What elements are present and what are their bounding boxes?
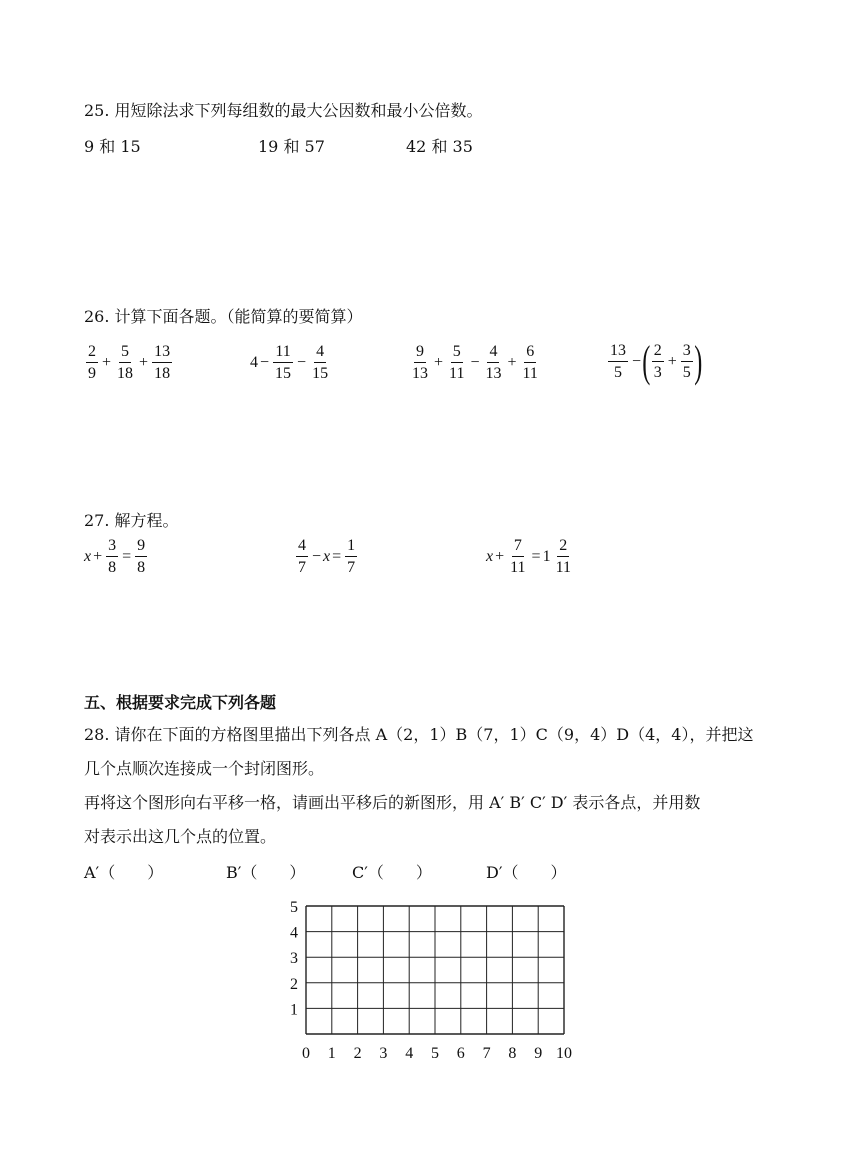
fraction: $\frac{5}{11}$	[449, 343, 465, 382]
q26-expression-4	[606, 337, 703, 386]
y-tick-label: 5	[290, 899, 298, 916]
equals: =	[531, 548, 541, 565]
fraction: $\frac{11}{15}$	[275, 343, 292, 382]
operator: −	[260, 354, 270, 371]
x-tick-label: 5	[431, 1045, 439, 1062]
q28-line-3: 再将这个图形向右平移一格，请画出平移后的新图形，用 A′ B′ C′ D′ 表示各点，并用数	[84, 793, 701, 812]
q26-expression-1	[84, 344, 174, 382]
fraction: $\frac{2}{3}$	[653, 342, 662, 381]
fraction: $\frac{5}{18}$	[117, 343, 134, 382]
grid-lines	[306, 906, 564, 1034]
fraction: $\frac{4}{13}$	[485, 343, 502, 382]
x-tick-label: 3	[379, 1045, 388, 1062]
operator: +	[93, 548, 103, 565]
fraction: $\frac{3}{5}$	[682, 342, 691, 381]
q28-line-1: 28. 请你在下面的方格图里描出下列各点 A（2，1）B（7，1）C（9，4）D（4，4），并把这	[84, 725, 754, 744]
q26-title: 26. 计算下面各题。（能简算的要简算）	[84, 307, 363, 326]
x-axis-ticks	[302, 1045, 572, 1062]
q27-equation-2	[294, 538, 359, 576]
operator: +	[139, 354, 149, 371]
variable-x: x	[486, 548, 494, 565]
left-paren: (	[642, 337, 651, 386]
fraction: $\frac{2}{11}$	[555, 537, 571, 576]
fraction: $\frac{3}{8}$	[108, 537, 117, 576]
y-axis-ticks	[290, 899, 298, 1018]
answer-c-prime[interactable]: C′（ ）	[352, 863, 432, 882]
y-tick-label: 2	[290, 975, 298, 993]
mixed-whole: 1	[542, 548, 551, 565]
fraction: $\frac{9}{13}$	[412, 343, 428, 382]
q25-pair-1: 9 和 15	[84, 137, 141, 156]
x-tick-label: 1	[327, 1045, 336, 1062]
variable-x: x	[84, 548, 92, 565]
q27-equation-1	[84, 538, 149, 576]
operator: +	[507, 354, 517, 371]
fraction: $\frac{2}{9}$	[88, 343, 96, 382]
operator: −	[312, 548, 322, 565]
operator: +	[102, 354, 112, 371]
coordinate-grid[interactable]	[278, 892, 588, 1068]
fraction: $\frac{13}{5}$	[610, 342, 626, 381]
x-tick-label: 6	[456, 1045, 465, 1062]
x-tick-label: 9	[534, 1045, 543, 1062]
q28-line-2: 几个点顺次连接成一个封闭图形。	[84, 759, 325, 778]
operator: −	[297, 354, 307, 371]
fraction: $\frac{4}{15}$	[312, 343, 329, 382]
x-tick-label: 4	[405, 1045, 414, 1062]
x-tick-label: 7	[482, 1045, 491, 1062]
answer-d-prime[interactable]: D′（ ）	[486, 863, 567, 882]
fraction: $\frac{13}{18}$	[154, 343, 171, 382]
fraction: $\frac{7}{11}$	[510, 537, 526, 576]
equals: =	[122, 548, 132, 565]
answer-b-prime[interactable]: B′（ ）	[226, 863, 306, 882]
q27-title: 27. 解方程。	[84, 511, 179, 530]
right-paren: )	[694, 337, 703, 386]
q25-title: 25. 用短除法求下列每组数的最大公因数和最小公倍数。	[84, 101, 483, 120]
q25-pair-2: 19 和 57	[258, 137, 325, 156]
fraction: $\frac{9}{8}$	[137, 537, 146, 576]
answer-a-prime[interactable]: A′（ ）	[84, 863, 164, 882]
q25-pair-3: 42 和 35	[406, 137, 473, 156]
x-tick-label: 2	[353, 1045, 362, 1062]
q26-expression-2	[250, 344, 332, 382]
y-tick-label: 4	[290, 924, 298, 942]
operator: +	[495, 548, 505, 565]
y-tick-label: 1	[290, 1001, 298, 1019]
section-5-title: 五、根据要求完成下列各题	[84, 693, 277, 712]
equals: =	[332, 548, 342, 565]
q26-expression-3	[408, 344, 542, 382]
operator: +	[667, 353, 677, 370]
x-tick-label: 8	[508, 1045, 517, 1062]
q27-equation-3	[486, 538, 575, 576]
x-tick-label: 10	[556, 1045, 572, 1062]
operator: −	[632, 353, 642, 370]
operator: +	[434, 354, 444, 371]
fraction: $\frac{6}{11}$	[522, 343, 538, 382]
x-tick-label: 0	[302, 1045, 310, 1062]
operator: −	[470, 354, 480, 371]
y-tick-label: 3	[290, 950, 298, 968]
variable-x: x	[323, 548, 331, 565]
q28-line-4: 对表示出这几个点的位置。	[84, 827, 277, 846]
fraction: $\frac{1}{7}$	[347, 537, 356, 576]
fraction: $\frac{4}{7}$	[298, 537, 306, 576]
number: 4	[250, 354, 258, 371]
